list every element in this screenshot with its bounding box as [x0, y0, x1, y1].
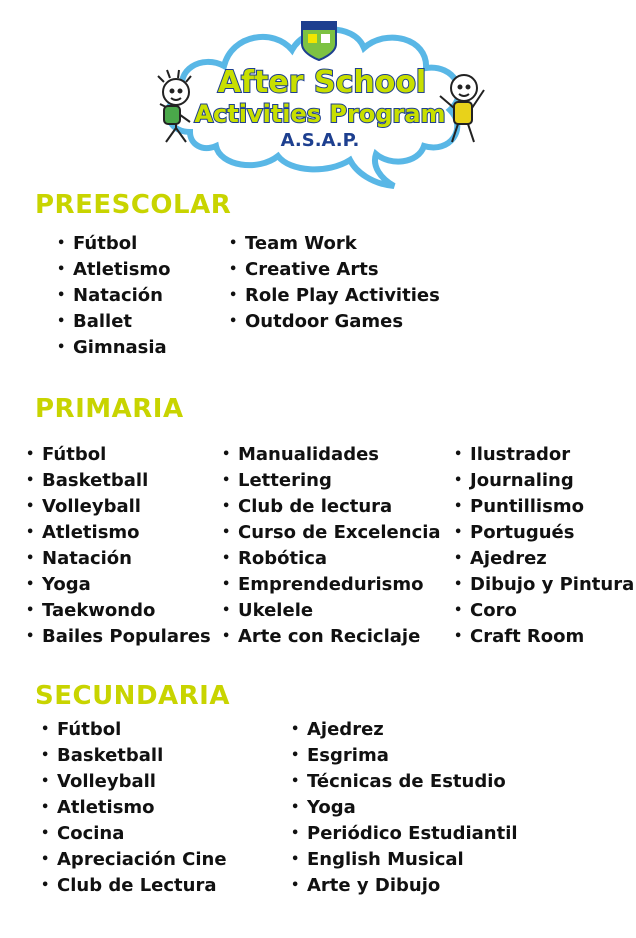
logo-title-line2: Activities Program	[194, 100, 446, 128]
crest-icon	[302, 22, 336, 60]
primaria-list-col1	[26, 442, 211, 650]
list-item: • Ukelele	[222, 598, 441, 624]
list-item: • Ajedrez	[291, 717, 518, 743]
section-title-primaria: PRIMARIA	[35, 394, 184, 424]
list-item: • Atletismo	[41, 795, 227, 821]
list-item: • Esgrima	[291, 743, 518, 769]
list-item: • Basketball	[26, 468, 211, 494]
list-item: • Club de Lectura	[41, 873, 227, 899]
list-item: • Cocina	[41, 821, 227, 847]
list-item: • Club de lectura	[222, 494, 441, 520]
list-item: • Ballet	[57, 309, 171, 335]
list-item: • Gimnasia	[57, 335, 171, 361]
list-item: • Periódico Estudiantil	[291, 821, 518, 847]
list-item: • Apreciación Cine	[41, 847, 227, 873]
list-item: • Fútbol	[41, 717, 227, 743]
secundaria-list-col2	[291, 717, 518, 899]
list-item: • Robótica	[222, 546, 441, 572]
section-title-preescolar: PREESCOLAR	[35, 190, 232, 220]
list-item: • Natación	[26, 546, 211, 572]
list-item: • Bailes Populares	[26, 624, 211, 650]
list-item: • Journaling	[454, 468, 634, 494]
list-item: • Team Work	[229, 231, 440, 257]
preescolar-list-col2	[229, 231, 440, 335]
list-item: • Técnicas de Estudio	[291, 769, 518, 795]
list-item: • Basketball	[41, 743, 227, 769]
list-item: • Volleyball	[41, 769, 227, 795]
list-item: • Lettering	[222, 468, 441, 494]
primaria-list-col2	[222, 442, 441, 650]
logo-title-line1: After School	[217, 65, 427, 100]
list-item: • Natación	[57, 283, 171, 309]
list-item: • Role Play Activities	[229, 283, 440, 309]
list-item: • Puntillismo	[454, 494, 634, 520]
list-item: • Ajedrez	[454, 546, 634, 572]
list-item: • Craft Room	[454, 624, 634, 650]
asap-logo	[150, 14, 490, 190]
list-item: • English Musical	[291, 847, 518, 873]
list-item: • Volleyball	[26, 494, 211, 520]
list-item: • Atletismo	[26, 520, 211, 546]
list-item: • Atletismo	[57, 257, 171, 283]
list-item: • Manualidades	[222, 442, 441, 468]
section-title-secundaria: SECUNDARIA	[35, 681, 230, 711]
list-item: • Ilustrador	[454, 442, 634, 468]
list-item: • Creative Arts	[229, 257, 440, 283]
list-item: • Dibujo y Pintura	[454, 572, 634, 598]
primaria-list-col3	[454, 442, 634, 650]
list-item: • Yoga	[26, 572, 211, 598]
logo-acronym: A.S.A.P.	[280, 130, 360, 151]
list-item: • Fútbol	[57, 231, 171, 257]
list-item: • Emprendedurismo	[222, 572, 441, 598]
list-item: • Arte y Dibujo	[291, 873, 518, 899]
secundaria-list-col1	[41, 717, 227, 899]
list-item: • Curso de Excelencia	[222, 520, 441, 546]
list-item: • Arte con Reciclaje	[222, 624, 441, 650]
list-item: • Outdoor Games	[229, 309, 440, 335]
preescolar-list-col1	[57, 231, 171, 361]
list-item: • Yoga	[291, 795, 518, 821]
list-item: • Portugués	[454, 520, 634, 546]
list-item: • Fútbol	[26, 442, 211, 468]
list-item: • Taekwondo	[26, 598, 211, 624]
list-item: • Coro	[454, 598, 634, 624]
